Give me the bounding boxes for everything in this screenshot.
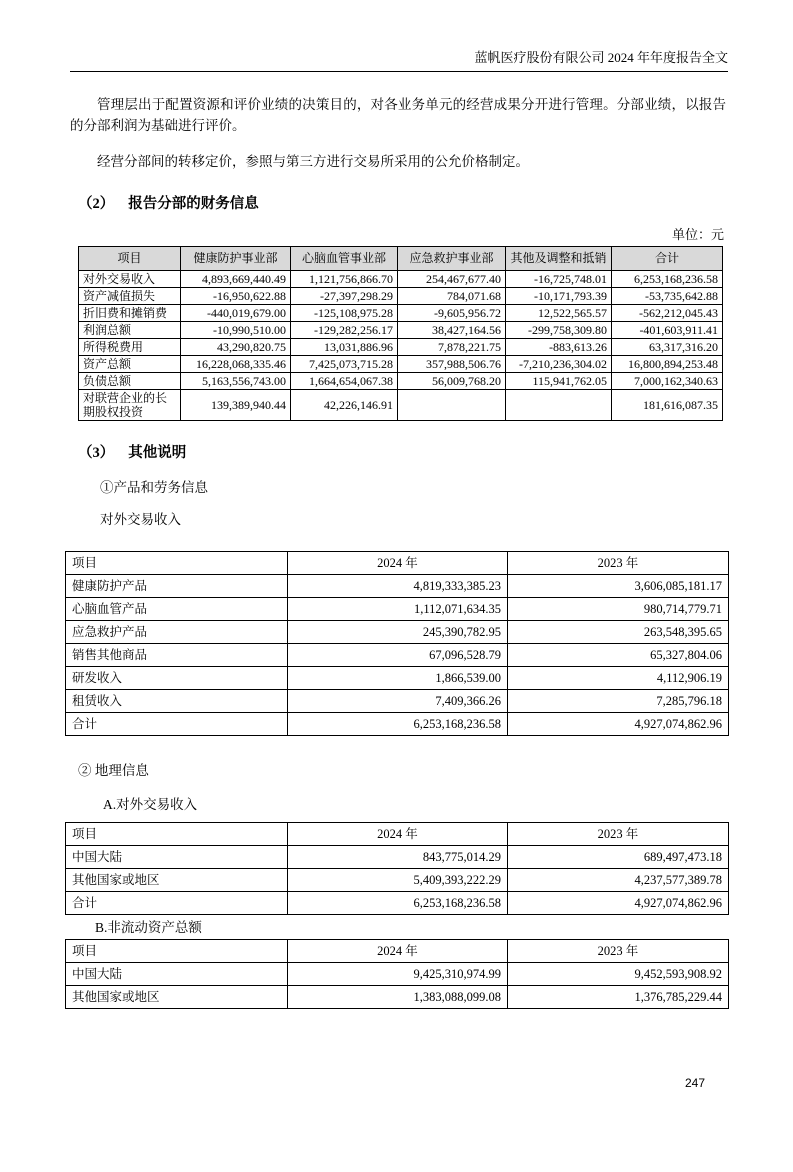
value-cell: -440,019,679.00: [181, 305, 291, 322]
value-cell: 7,878,221.75: [398, 339, 506, 356]
row-label: 应急救护产品: [66, 621, 288, 644]
value-cell: -7,210,236,304.02: [506, 356, 612, 373]
column-header: 应急救护事业部: [398, 247, 506, 271]
value-cell: 9,425,310,974.99: [288, 963, 508, 986]
transfer-pricing-paragraph: 经营分部间的转移定价，参照与第三方进行交易所采用的公允价格制定。: [97, 154, 529, 169]
column-header: 项目: [66, 552, 288, 575]
value-cell: -10,171,793.39: [506, 288, 612, 305]
value-cell: 56,009,768.20: [398, 373, 506, 390]
column-header: 项目: [79, 247, 181, 271]
value-cell: 65,327,804.06: [508, 644, 729, 667]
table-row: [66, 667, 729, 690]
section-heading-other-notes: [65, 443, 728, 463]
row-label: 资产总额: [79, 356, 181, 373]
row-label: 销售其他商品: [66, 644, 288, 667]
section-heading-segment-financial-info: [65, 194, 728, 214]
value-cell: -16,950,622.88: [181, 288, 291, 305]
value-cell: 63,317,316.20: [612, 339, 723, 356]
value-cell: 67,096,528.79: [288, 644, 508, 667]
value-cell: 3,606,085,181.17: [508, 575, 729, 598]
value-cell: 43,290,820.75: [181, 339, 291, 356]
value-cell: 16,228,068,335.46: [181, 356, 291, 373]
table-row: [79, 373, 723, 390]
products-revenue-table: [65, 551, 729, 736]
table-row: [66, 963, 729, 986]
column-header: 2023 年: [508, 552, 729, 575]
table-row: [66, 869, 729, 892]
row-label: 健康防护产品: [66, 575, 288, 598]
table-row: [66, 598, 729, 621]
geo-revenue-table: [65, 822, 729, 915]
value-cell: 689,497,473.18: [508, 846, 729, 869]
value-cell: -27,397,298.29: [291, 288, 398, 305]
row-label: 中国大陆: [66, 963, 288, 986]
section-title: 报告分部的财务信息: [128, 196, 259, 212]
column-header: 2024 年: [288, 552, 508, 575]
value-cell: 1,376,785,229.44: [508, 986, 729, 1009]
value-cell: 7,285,796.18: [508, 690, 729, 713]
row-label: 所得税费用: [79, 339, 181, 356]
table-row: [79, 288, 723, 305]
value-cell: 115,941,762.05: [506, 373, 612, 390]
column-header: 2023 年: [508, 823, 729, 846]
value-cell: 12,522,565.57: [506, 305, 612, 322]
value-cell: 6,253,168,236.58: [612, 271, 723, 288]
value-cell: 4,237,577,389.78: [508, 869, 729, 892]
value-cell: [506, 390, 612, 421]
value-cell: 4,927,074,862.96: [508, 892, 729, 915]
segment-financial-table: [78, 246, 723, 421]
geo-noncurrent-assets-table: [65, 939, 729, 1009]
table-row: [79, 322, 723, 339]
value-cell: 9,452,593,908.92: [508, 963, 729, 986]
table-row: [79, 305, 723, 322]
row-label: 合计: [66, 892, 288, 915]
value-cell: 13,031,886.96: [291, 339, 398, 356]
geo-noncurrent-assets-caption: B.非流动资产总额: [95, 920, 202, 935]
value-cell: -53,735,642.88: [612, 288, 723, 305]
table-header-row: [66, 823, 729, 846]
row-label: 对联营企业的长期股权投资: [79, 390, 181, 421]
table-header-row: [79, 247, 723, 271]
value-cell: 16,800,894,253.48: [612, 356, 723, 373]
section-number: （2）: [78, 196, 115, 212]
row-label: 租赁收入: [66, 690, 288, 713]
column-header: 项目: [66, 940, 288, 963]
table-row: [66, 986, 729, 1009]
value-cell: [398, 390, 506, 421]
column-header: 合计: [612, 247, 723, 271]
external-revenue-caption: 对外交易收入: [100, 512, 181, 527]
table-row: [79, 356, 723, 373]
value-cell: 5,163,556,743.00: [181, 373, 291, 390]
row-label: 资产减值损失: [79, 288, 181, 305]
unit-label: 单位：元: [671, 227, 724, 242]
value-cell: 7,425,073,715.28: [291, 356, 398, 373]
value-cell: -125,108,975.28: [291, 305, 398, 322]
table-row: [66, 713, 729, 736]
table-row: [66, 690, 729, 713]
column-header: 其他及调整和抵销: [506, 247, 612, 271]
value-cell: -10,990,510.00: [181, 322, 291, 339]
row-label: 其他国家或地区: [66, 869, 288, 892]
value-cell: -401,603,911.41: [612, 322, 723, 339]
value-cell: 181,616,087.35: [612, 390, 723, 421]
column-header: 2024 年: [288, 940, 508, 963]
section-title: 其他说明: [128, 445, 187, 461]
column-header: 心脑血管事业部: [291, 247, 398, 271]
value-cell: 5,409,393,222.29: [288, 869, 508, 892]
report-page: [65, 50, 728, 1009]
value-cell: 357,988,506.76: [398, 356, 506, 373]
table-row: [66, 846, 729, 869]
value-cell: 245,390,782.95: [288, 621, 508, 644]
value-cell: 784,071.68: [398, 288, 506, 305]
table-row: [66, 621, 729, 644]
value-cell: 7,000,162,340.63: [612, 373, 723, 390]
row-label: 研发收入: [66, 667, 288, 690]
row-label: 其他国家或地区: [66, 986, 288, 1009]
value-cell: 980,714,779.71: [508, 598, 729, 621]
value-cell: 4,819,333,385.23: [288, 575, 508, 598]
row-label: 负债总额: [79, 373, 181, 390]
table-row: [66, 892, 729, 915]
table-row: [66, 644, 729, 667]
value-cell: 42,226,146.91: [291, 390, 398, 421]
value-cell: 7,409,366.26: [288, 690, 508, 713]
table-row: [66, 575, 729, 598]
value-cell: 38,427,164.56: [398, 322, 506, 339]
row-label: 折旧费和摊销费: [79, 305, 181, 322]
table-row: [79, 390, 723, 421]
row-label: 合计: [66, 713, 288, 736]
value-cell: -883,613.26: [506, 339, 612, 356]
subsection-products-services-label: ①产品和劳务信息: [100, 480, 208, 495]
table-header-row: [66, 940, 729, 963]
management-purpose-paragraph: 管理层出于配置资源和评价业绩的决策目的，对各业务单元的经营成果分开进行管理。分部业绩，以报告的分部利润为基础进行评价。: [70, 97, 726, 133]
value-cell: 254,467,677.40: [398, 271, 506, 288]
value-cell: 4,112,906.19: [508, 667, 729, 690]
row-label: 中国大陆: [66, 846, 288, 869]
value-cell: 6,253,168,236.58: [288, 892, 508, 915]
section-number: （3）: [78, 445, 115, 461]
page-number: 247: [684, 1076, 705, 1090]
column-header: 2024 年: [288, 823, 508, 846]
row-label: 心脑血管产品: [66, 598, 288, 621]
column-header: 项目: [66, 823, 288, 846]
value-cell: 4,927,074,862.96: [508, 713, 729, 736]
value-cell: 1,866,539.00: [288, 667, 508, 690]
row-label: 利润总额: [79, 322, 181, 339]
document-header: [70, 50, 728, 72]
value-cell: -562,212,045.43: [612, 305, 723, 322]
value-cell: 6,253,168,236.58: [288, 713, 508, 736]
value-cell: 139,389,940.44: [181, 390, 291, 421]
column-header: 健康防护事业部: [181, 247, 291, 271]
value-cell: -16,725,748.01: [506, 271, 612, 288]
table-row: [79, 271, 723, 288]
value-cell: 1,664,654,067.38: [291, 373, 398, 390]
value-cell: 1,112,071,634.35: [288, 598, 508, 621]
table-row: [79, 339, 723, 356]
row-label: 对外交易收入: [79, 271, 181, 288]
value-cell: 843,775,014.29: [288, 846, 508, 869]
table-header-row: [66, 552, 729, 575]
column-header: 2023 年: [508, 940, 729, 963]
document-header-title: 蓝帆医疗股份有限公司 2024 年年度报告全文: [474, 50, 728, 65]
value-cell: 1,383,088,099.08: [288, 986, 508, 1009]
value-cell: -299,758,309.80: [506, 322, 612, 339]
value-cell: 1,121,756,866.70: [291, 271, 398, 288]
geo-external-revenue-caption: A.对外交易收入: [103, 797, 198, 812]
subsection-geographic-info-label: ② 地理信息: [78, 763, 149, 778]
value-cell: 263,548,395.65: [508, 621, 729, 644]
value-cell: -9,605,956.72: [398, 305, 506, 322]
value-cell: -129,282,256.17: [291, 322, 398, 339]
value-cell: 4,893,669,440.49: [181, 271, 291, 288]
